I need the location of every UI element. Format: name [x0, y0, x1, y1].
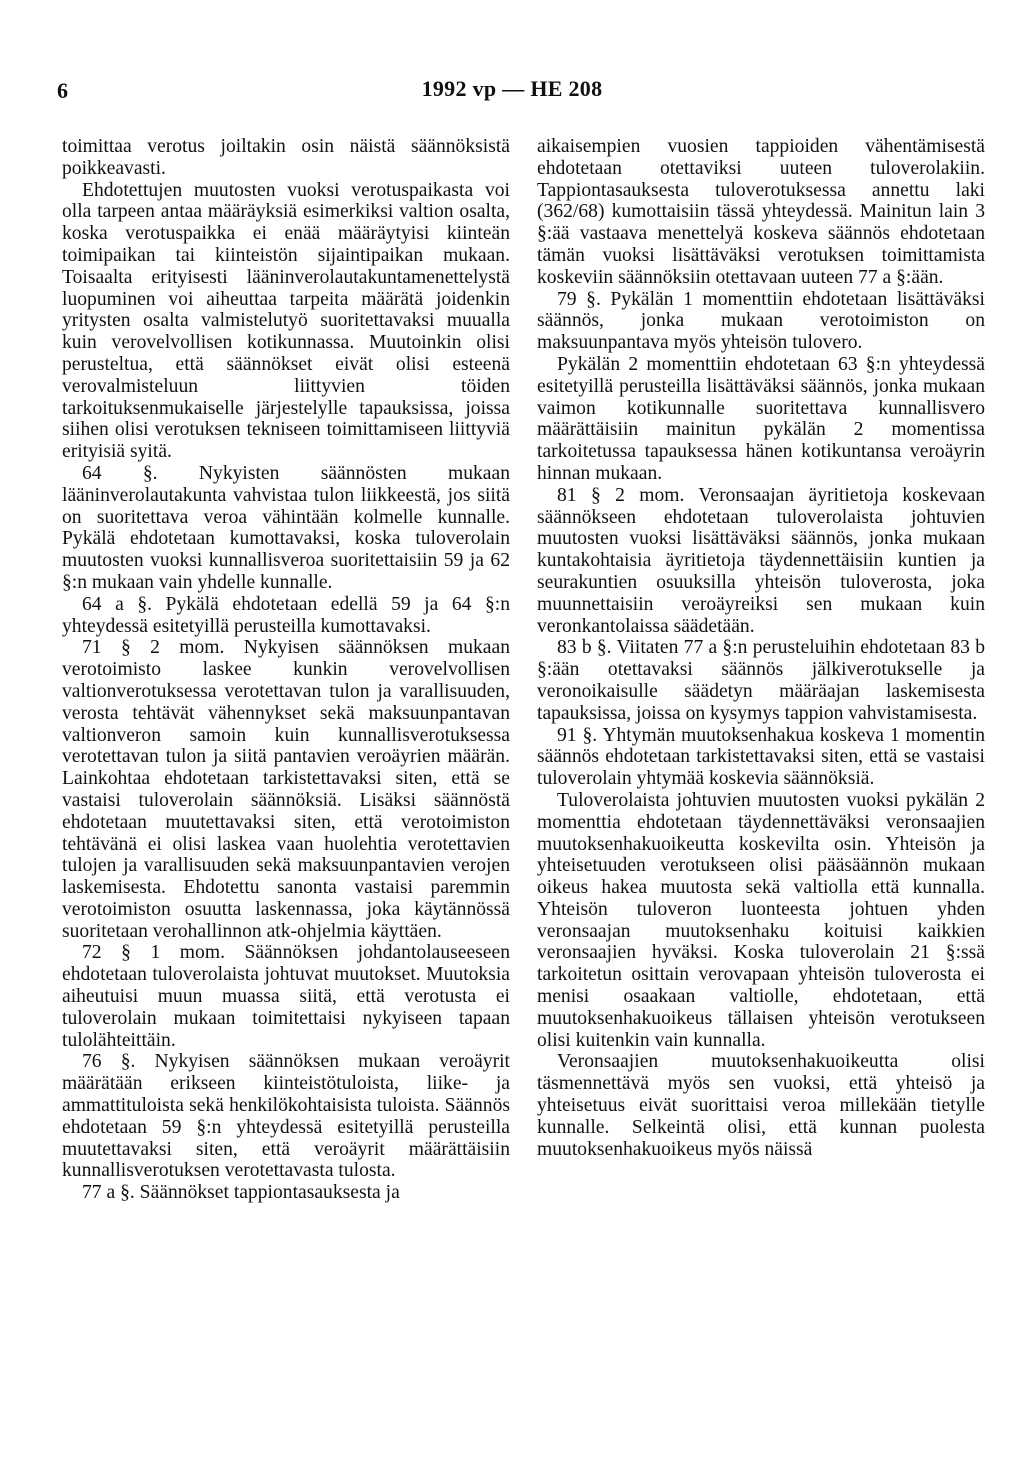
right-column	[537, 136, 985, 1160]
paragraph: Tuloverolaista johtuvien muutosten vuoksi pykälän 2 momenttia ehdotetaan täydennettäväksi veronsaajien muutoksenhakuoikeutta koskevilta osin. Yhteisön ja yhteisetuuden verotukseen olisi pääsäännön mukaan oikeus hakea muutosta sekä valtiolla että kunnalla. Yhteisön tuloveron luonteesta johtuen yhden veronsaajan muutoksenhaku koituisi kaikkien veronsaajien hyväksi. Koska tuloverolain 21 §:ssä tarkoitetun osittain verovapaan yhteisön tuloverosta ei menisi osaakaan valtiolle, ehdotetaan, että muutoksenhakuoikeus tällaisen yhteisön verotukseen olisi kuitenkin vain kunnalla.	[537, 789, 985, 1051]
paragraph: 76 §. Nykyisen säännöksen mukaan veroäyrit määrätään erikseen kiinteistötuloista, liike- ja ammattituloista sekä henkilökohtaisista tuloista. Säännös ehdotetaan 59 §:n yhteydessä esitetyillä perusteilla muutettavaksi siten, että veroäyrit määrättäisiin kunnallisverotuksen verotettavasta tulosta.	[62, 1051, 510, 1182]
paragraph: Ehdotettujen muutosten vuoksi verotuspaikasta voi olla tarpeen antaa määräyksiä esimerkiksi valtion osalta, koska verotuspaikka ei enää määräytyisi kiinteän toimipaikan tai kiinteistön sijaintipaikan mukaan. Toisaalta erityisesti lääninverolautakuntamenettelystä luopuminen voi aiheuttaa tarpeita määrätä joidenkin yritysten osalta valmistelutyö suoritettavaksi muualla kuin verovelvollisen kotikunnassa. Muutoinkin olisi perusteltua, että säännökset eivät olisi esteenä verovalmisteluun liittyvien töiden tarkoituksenmukaiselle järjestelylle tapauksissa, joissa siihen olisi verotuksen tekniseen toimittamiseen liittyviä erityisiä syitä.	[62, 179, 510, 463]
paragraph: 71 § 2 mom. Nykyisen säännöksen mukaan verotoimisto laskee kunkin verovelvollisen valtionverotuksessa verotettavan tulon ja varallisuuden, verosta tehtävät vähennykset sekä maksuunpantavan valtionveron samoin kuin kunnallisverotuksessa verotettavan tulon ja siitä pantavien veroäyrien määrän. Lainkohtaa ehdotetaan tarkistettavaksi siten, että se vastaisi tuloverolain säännöksiä. Lisäksi säännöstä ehdotetaan muutettavaksi siten, että verotoimiston tehtävänä ei olisi laskea vaan huolehtia verotettavien tulojen ja varallisuuden sekä maksuunpantavien verojen laskemisesta. Ehdotettu sanonta vastaisi paremmin verotoimiston osuutta laskennassa, joka käytännössä suoritetaan verohallinnon atk-ohjelmia käyttäen.	[62, 637, 510, 942]
paragraph: toimittaa verotus joiltakin osin näistä säännöksistä poikkeavasti.	[62, 136, 510, 179]
paragraph: Veronsaajien muutoksenhakuoikeutta olisi täsmennettävä myös sen vuoksi, että yhteisö ja yhteisetuus eivät suorittaisi veroa millekään tietylle kunnalle. Selkeintä olisi, että kunnan puolesta muutoksenhakuoikeus myös näissä	[537, 1051, 985, 1160]
paragraph: 81 § 2 mom. Veronsaajan äyritietoja koskevaan säännökseen ehdotetaan tuloverolaista johtuvien muutosten vuoksi lisättäväksi säännös, jonka mukaan kuntakohtaisia äyritietoja täydennettäisiin kuntien ja seurakuntien osuuksilla yhteisön tuloverosta, joka muunnettaisiin veroäyreiksi sen mukaan kuin veronkantolaissa säädetään.	[537, 484, 985, 637]
paragraph: aikaisempien vuosien tappioiden vähentämisestä ehdotetaan otettaviksi uuteen tuloverolakiin. Tappiontasauksesta tuloverotuksessa annettu laki (362/68) kumottaisiin tässä yhteydessä. Mainitun lain 3 §:ää vastaava menettelyä koskeva säännös ehdotetaan tämän vuoksi lisättäväksi verotuksen toimittamista koskeviin säännöksiin otettavaan uuteen 77 a §:ään.	[537, 136, 985, 288]
left-column	[62, 136, 510, 1204]
paragraph: 91 §. Yhtymän muutoksenhakua koskeva 1 momentin säännös ehdotetaan tarkistettavaksi siten, että se vastaisi tuloverolain yhtymää koskevia säännöksiä.	[537, 724, 985, 790]
paragraph: 64 a §. Pykälä ehdotetaan edellä 59 ja 64 §:n yhteydessä esitetyillä perusteilla kumottavaksi.	[62, 593, 510, 637]
page-number: 6	[57, 78, 68, 103]
running-head: 1992 vp — HE 208	[421, 76, 603, 101]
paragraph: 64 §. Nykyisten säännösten mukaan lääninverolautakunta vahvistaa tulon liikkeestä, jos siitä on suoritettava veroa vähintään kolmelle kunnalle. Pykälä ehdotetaan kumottavaksi, koska tuloverolain muutosten vuoksi kunnallisveroa suoritettaisiin 59 ja 62 §:n mukaan vain yhdelle kunnalle.	[62, 462, 510, 593]
paragraph: 79 §. Pykälän 1 momenttiin ehdotetaan lisättäväksi säännös, jonka mukaan verotoimiston on maksuunpantava myös yhteisön tulovero.	[537, 288, 985, 354]
paragraph: 83 b §. Viitaten 77 a §:n perusteluihin ehdotetaan 83 b §:ään otettavaksi säännös jälkiverotukselle ja veronoikaisulle säädetyn määräajan laskemisesta tapauksissa, joissa on kysymys tappion vahvistamisesta.	[537, 637, 985, 724]
paragraph: 72 § 1 mom. Säännöksen johdantolauseeseen ehdotetaan tuloverolaista johtuvat muutokset. Muutoksia aiheutuisi muun muassa siitä, että verotusta ei tuloverolain mukaan toimitettaisi nykyiseen tapaan tulolähteittäin.	[62, 942, 510, 1051]
paragraph: 77 a §. Säännökset tappiontasauksesta ja	[82, 1182, 400, 1204]
paragraph: Pykälän 2 momenttiin ehdotetaan 63 §:n yhteydessä esitetyillä perusteilla lisättäväksi säännös, jonka mukaan vaimon kotikunnalle suoritettava kunnallisvero määrättäisiin mainitun pykälän 2 momentissa tarkoitetussa tapauksessa hänen kotikuntansa veroäyrin hinnan mukaan.	[537, 353, 985, 484]
